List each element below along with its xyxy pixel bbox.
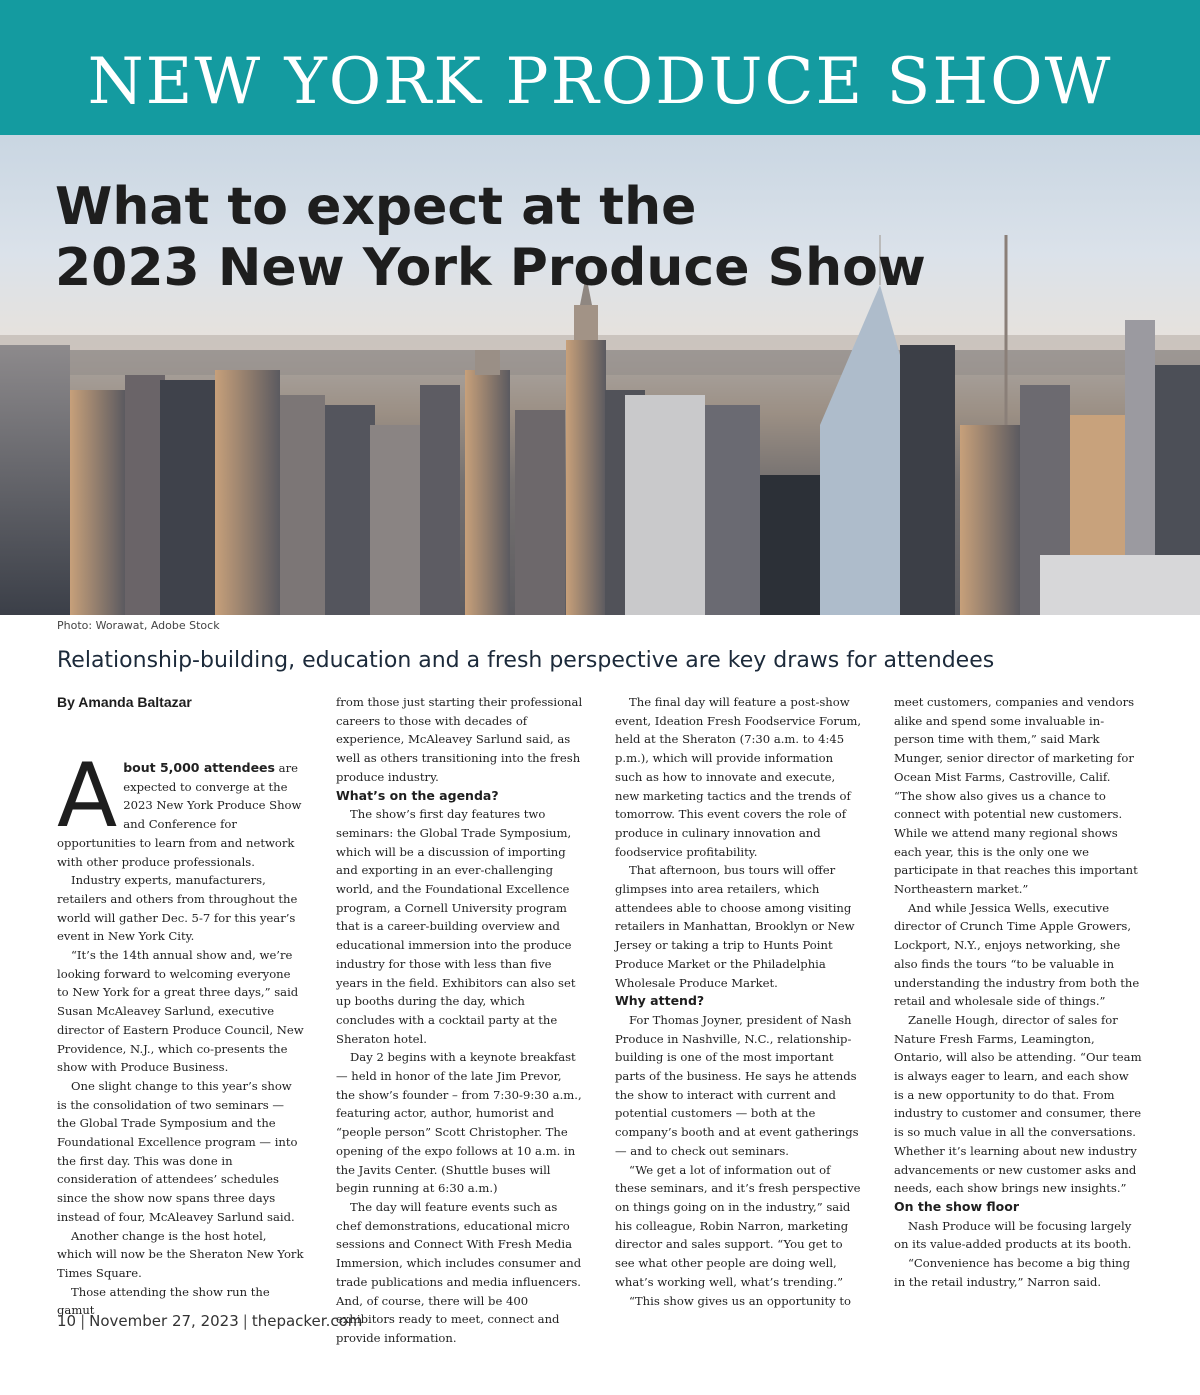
headline-line-1: What to expect at the xyxy=(55,177,697,237)
section-heading-why: Why attend? xyxy=(615,993,705,1009)
paragraph: “Convenience has become a big thing in the retail industry,” Narron said. xyxy=(894,1256,1131,1289)
article-column-3 xyxy=(615,693,863,1310)
article-column-2 xyxy=(336,693,584,1348)
section-title: NEW YORK PRODUCE SHOW xyxy=(87,45,1113,119)
hero-photo xyxy=(0,135,1200,615)
paragraph: The show’s first day features two seminars: the Global Trade Symposium, which will be a discussion of importing and exporting in an ever-challenging world, and the Foundational Excellence program, a Cornell University program that is a career-building overview and educational immersion into the produce industry for those with less than five years in the field. Exhibitors can also set up booths during the day, which concludes with a cocktail party at the Sheraton hotel. xyxy=(336,807,576,1046)
paragraph: “It’s the 14th annual show and, we’re looking forward to welcoming everyone to New York for a great three days,” said Susan McAleavey Sarlund, executive director of Eastern Produce Council, New Providence, N.J., which co-presents the show with Produce Business. xyxy=(57,948,304,1075)
article-subhead: Relationship-building, education and a fresh perspective are key draws for attendees xyxy=(57,648,995,673)
paragraph: Those attending the show run the gamut xyxy=(57,1284,270,1318)
section-heading-agenda: What’s on the agenda? xyxy=(336,787,499,803)
page-number: 10 xyxy=(57,1312,77,1330)
paragraph: Nash Produce will be focusing largely on its value-added products at its booth. xyxy=(894,1218,1132,1252)
drop-cap: A xyxy=(57,744,118,847)
article-column-4 xyxy=(894,693,1142,1292)
paragraph: Industry experts, manufacturers, retailers and others from throughout the world will gather Dec. 5-7 for this year’s event in New York City. xyxy=(57,873,298,944)
lead-text: are expected to converge at the 2023 New York Produce Show and Conference for opportunities to learn from and network with other produce professionals. xyxy=(57,761,302,869)
article-headline xyxy=(55,177,955,299)
paragraph: Another change is the host hotel, which will now be the Sheraton New York Times Square. xyxy=(57,1228,304,1280)
headline-line-2: 2023 New York Produce Show xyxy=(55,238,926,298)
paragraph: “This show gives us an opportunity to xyxy=(629,1293,851,1308)
photo-credit: Photo: Worawat, Adobe Stock xyxy=(57,619,220,632)
section-banner xyxy=(0,0,1200,135)
byline: By Amanda Baltazar xyxy=(57,694,192,710)
paragraph: meet customers, companies and vendors alike and spend some invaluable in-person time with them,” said Mark Munger, senior director of marketing for Ocean Mist Farms, Castroville, Calif. “The show also gives us a chance to connect with potential new customers. While we attend many regional shows each year, this is the only one we participate in that reaches this important Northeastern market.” xyxy=(894,695,1138,897)
paragraph: The final day will feature a post-show event, Ideation Fresh Foodservice Forum, held at the Sheraton (7:30 a.m. to 4:45 p.m.), which will provide information such as how to innovate and execute, new marketing tactics and the trends of tomorrow. This event covers the role of produce in culinary innovation and foodservice profitability. xyxy=(615,695,862,859)
paragraph: For Thomas Joyner, president of Nash Produce in Nashville, N.C., relationship-building is one of the most important parts of the business. He says he attends the show to interact with current and potential customers — both at the company’s booth and at event gatherings — and to check out seminars. xyxy=(615,1012,859,1158)
section-heading-show-floor: On the show floor xyxy=(894,1198,1020,1214)
article-column-1 xyxy=(57,693,305,1320)
paragraph: One slight change to this year’s show is the consolidation of two seminars — the Global Trade Symposium and the Foundational Excellence program — into the first day. This was done in consideration of attendees’ schedules since the show now spans three days instead of four, McAleavey Sarlund said. xyxy=(57,1078,298,1224)
lead-bold-text: bout 5,000 attendees xyxy=(123,760,275,775)
paragraph: Day 2 begins with a keynote breakfast — held in honor of the late Jim Prevor, the show’s founder – from 7:30-9:30 a.m., featuring actor, author, humorist and “people person” Scott Christopher. The opening of the expo follows at 10 a.m. in the Javits Center. (Shuttle buses will begin running at 6:30 a.m.) xyxy=(336,1050,582,1196)
divider: | xyxy=(242,1312,248,1330)
lead-paragraph xyxy=(57,744,305,871)
paragraph: from those just starting their professional careers to those with decades of experience, McAleavey Sarlund said, as well as others transitioning into the fresh produce industry. xyxy=(336,695,583,784)
paragraph: The day will feature events such as chef demonstrations, educational micro sessions and Connect With Fresh Media Immersion, which includes consumer and trade publications and media influencers. And, of course, there will be 400 exhibitors ready to meet, connect and provide information. xyxy=(336,1199,582,1345)
paragraph: “We get a lot of information out of these seminars, and it’s fresh perspective on things going on in the industry,” said his colleague, Robin Narron, marketing director and sales support. “You get to see what other people are doing well, what’s working well, what’s trending.” xyxy=(615,1162,861,1289)
paragraph: Zanelle Hough, director of sales for Nature Fresh Farms, Leamington, Ontario, will also be attending. “Our team is always eager to learn, and each show is a new opportunity to do that. From industry to customer and consumer, there is so much value in all the conversations. Whether it’s learning about new industry advancements or new customer asks and needs, each show brings new insights.” xyxy=(894,1012,1142,1196)
divider: | xyxy=(80,1312,86,1330)
site-link[interactable]: thepacker.com xyxy=(251,1312,363,1330)
paragraph: And while Jessica Wells, executive director of Crunch Time Apple Growers, Lockport, N.Y., enjoys networking, she also finds the tours “to be valuable in understanding the industry from both the retail and wholesale side of things.” xyxy=(894,900,1140,1009)
paragraph: That afternoon, bus tours will offer glimpses into area retailers, which attendees able to choose among visiting retailers in Manhattan, Brooklyn or New Jersey or taking a trip to Hunts Point Produce Market or the Philadelphia Wholesale Produce Market. xyxy=(615,863,855,990)
issue-date: November 27, 2023 xyxy=(89,1312,239,1330)
page-footer xyxy=(57,1310,362,1332)
